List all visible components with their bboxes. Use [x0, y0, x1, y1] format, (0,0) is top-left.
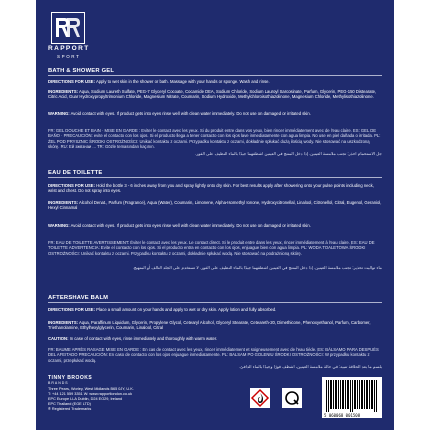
gel-ingredients: INGREDIENTS: Aqua, Sodium Laureth Sulfate, PEG-7 Glyceryl Cocoate, Cocamide DEA, Sodium Chloride, Sodium Lauroyl Sarcosinate, Parfum, Glycerin, PEG-150 Distearate, Citric Acid, Guar Hydroxypropyltrimonium Chloride, Magnesium Nitrate, Coumarin, Sodium Hydroxide, Methylchloroisothiazolinone, Magnesium Chloride, Methylisothiazolinone.: [48, 89, 377, 100]
edt-ingredients: INGREDIENTS: Alcohol Denat., Parfum (Fragrance), Aqua (Water), Coumarin, Limonene, Alpha-Isomethyl Ionone, Hydroxycitronellal, Linalool, Citronellol, Citral, Eugenol, Geraniol, Hexyl Cinnamal: [48, 200, 382, 211]
product-label-panel: [36, 0, 394, 430]
balm-arabic: بلسم ما بعد الحلاقة تنبيه: في حالة ملامسة العينين، اشطف فورًا وجيدًا بالماء الدافئ.: [239, 364, 382, 369]
period-after-opening-icon: [282, 388, 302, 408]
barcode-number: 5 060068 001508: [324, 413, 361, 418]
gel-multilanguage: FR: GEL DOUCHE ET BAIN · MISE EN GARDE : Eviter le contact avec les yeux. Si du produit entre dans vos yeux, bien rincer immédiatement avec de l'eau claire. ES: GEL DE BAÑO · PRECAUCIÓN: evite el contacto con los ojos. Si el producto llega a tener contacto con los ojos lave inmediatamente con agua limpia. No use en piel dañada o irritada. PL: ŻEL POD PRYSZNIC ŚRODKI OSTROŻNOŚCI: Unikać kontaktu z oczami. Przypadku kontaktu z oczami, dokładnie spłukać dużą ilością wody. Nie stosować na uszkodzoną skórę. RU: Ей эжвзнаи ... TR: Gözle temasından kaçının.: [48, 128, 381, 150]
divider: [48, 302, 382, 303]
edt-directions: DIRECTIONS FOR USE: Hold the bottle 3 - 6 inches away from you and spray lightly onto dry skin. For best results apply after showering onto your pulse points including neck, wrist and chest. Do not spray into eyes.: [48, 183, 374, 194]
balm-directions: DIRECTIONS FOR USE: Place a small amount on your hands and apply to wet or dry skin. Apply lotion and fully absorbed.: [48, 307, 277, 312]
flammable-warning-icon: [250, 388, 270, 408]
brand-name: RAPPORT: [48, 45, 90, 52]
gel-title: BATH & SHOWER GEL: [48, 68, 115, 74]
edt-arabic: ماء تواليت تحذير: تجنب ملامسة العينين. إذا دخل المنتج في العينين اشطفهما جيدًا بالماء النظيف على الفور. لا تستخدم على الجلد التالف أو المتهيج.: [132, 265, 382, 270]
edt-multilanguage: FR: EAU DE TOILETTE AVERTISSEMENT: Éviter le contact avec les yeux. Le contact direct. Si le produit entre dans les yeux, rincer immédiatement à l'eau claire. ES: EAU DE TOILETTE ADVERTENCIA: Evite el contacto con los ojos. Si el producto entra en contacto con los ojos, enjuague bien con agua limpia. PL: WODA TOALETOWA ŚRODKI OSTROŻNOŚCI: Unikać kontaktu z oczami. Przypadku kontaktu z oczami, dokładnie spłukać wodą. Nie stosować na podrażnioną skórę.: [48, 240, 375, 256]
barcode: [322, 377, 382, 418]
edt-warning: WARNING: Avoid contact with eyes. If product gets into eyes rinse well with clean water immediately. Do not use on damaged or irritated skin.: [48, 223, 311, 228]
gel-warning: WARNING: Avoid contact with eyes. If product gets into eyes rinse well with clean water immediately. Do not use on damaged or irritated skin.: [48, 111, 311, 116]
balm-title: AFTERSHAVE BALM: [48, 295, 109, 301]
divider: [48, 177, 382, 178]
edt-title: EAU DE TOILETTE: [48, 170, 103, 176]
balm-ingredients: INGREDIENTS: Aqua, Paraffinum Liquidum, Glycerin, Propylene Glycol, Cetearyl Alcohol, Glyceryl Stearate, Ceteareth-20, Dimethicone, Phenoxyethanol, Parfum, Carbomer, Triethanolamine, Ethylhexylglycerin, Coumarin, Linalool, Citral: [48, 320, 371, 331]
divider: [48, 75, 382, 76]
balm-multilanguage: FR: BAUME APRÈS RASAGE MISE EN GARDE : En cas de contact avec les yeux, rincer immédiatement et soigneusement avec de l'eau tiède. ES: BÁLSAMO PARA DESPUÉS DEL AFEITADO PRECAUCIÓN: En caso de contacto con los ojos enjuague inmediatamente. PL: BALSAM PO GOLENIU ŚRODKI OSTROŻNOŚCI: W przypadku kontaktu z oczami, przepłukać wodą.: [48, 347, 379, 363]
gel-directions: DIRECTIONS FOR USE: Apply to wet skin in the shower or bath. Massage with your hands or sponge. Wash and rinse.: [48, 79, 270, 84]
gel-arabic: جل الاستحمام احذر: تجنب ملامسة العينين. إذا دخل المنتج في العينين اشطفهما جيدًا بالماء النظيف على الفور.: [195, 151, 382, 156]
rapport-logo: [51, 12, 85, 44]
manufacturer-address: Three Pears, Worley, West Midlands B65 0JY, U.K. T: +44 121 559 3351 W: www.rapportlondon.co.uk EPC Europe LLA Dublin, D24 EO29, Ireland EPC Thailand (EGE LTD) ® Registered Trademarks: [48, 387, 134, 411]
manufacturer-logo: TINNY BROOKS BRANDS: [48, 375, 93, 385]
brand-sub: SPORT: [57, 54, 81, 59]
balm-caution: CAUTION: In case of contact with eyes, rinse immediately and thoroughly with warm water.: [48, 336, 218, 341]
